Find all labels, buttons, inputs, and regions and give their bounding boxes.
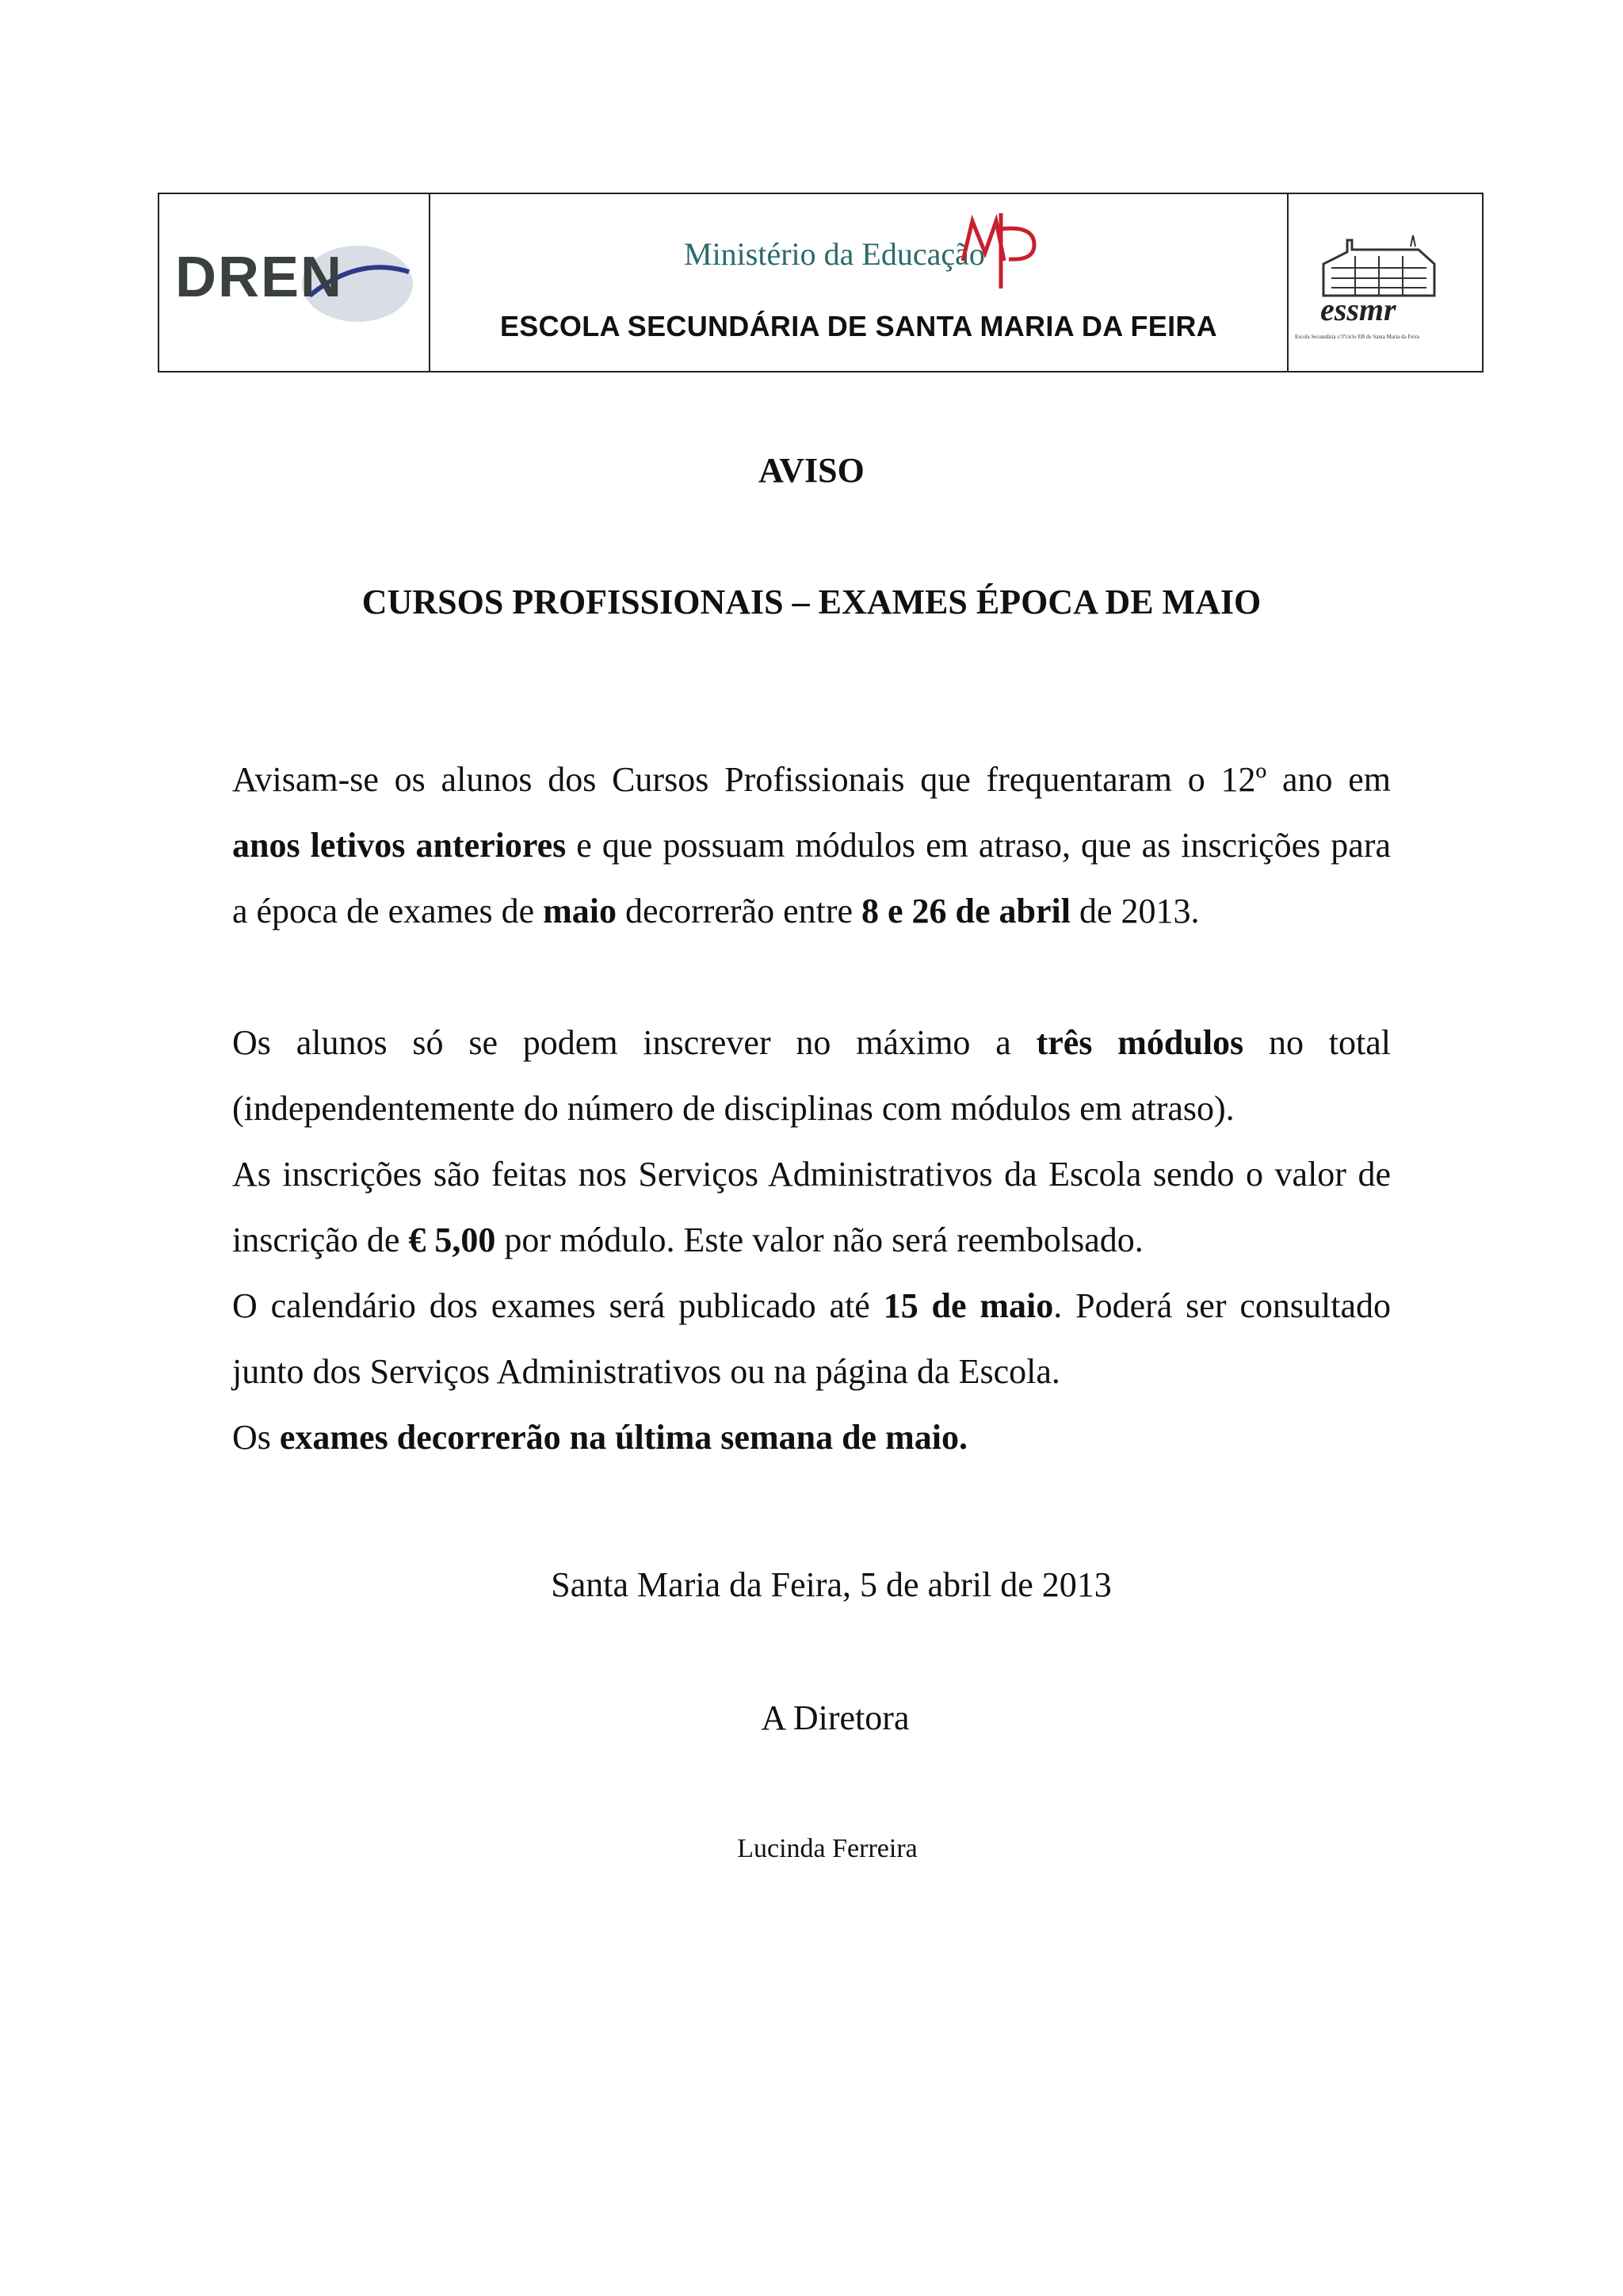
notice-subtitle: CURSOS PROFISSIONAIS – EXAMES ÉPOCA DE MAIO <box>361 583 1262 621</box>
paragraph-calendar <box>232 1273 1391 1404</box>
bold-run: três módulos <box>1036 1023 1244 1062</box>
ministry-me-logo-icon <box>955 205 1050 292</box>
text-run: por módulo. Este valor não será reembolsado. <box>495 1221 1144 1259</box>
ministry-name: Ministério da Educação <box>684 236 985 272</box>
text-run: decorrerão entre <box>617 892 862 930</box>
bold-run: anos letivos anteriores <box>232 826 567 865</box>
essmr-logo: essmr <box>1320 292 1396 327</box>
text-run: Avisam-se os alunos dos Cursos Profissionais que frequentaram o 12º ano em <box>232 760 1391 799</box>
text-run: e que possuam módulos em atraso, que as inscrições para a época de exames de <box>232 826 1392 930</box>
signatory-role: A Diretora <box>761 1698 910 1737</box>
school-name: ESCOLA SECUNDÁRIA DE SANTA MARIA DA FEIRA <box>500 310 1217 342</box>
bold-run: exames decorrerão na última semana de maio. <box>279 1418 968 1457</box>
bold-run: € 5,00 <box>408 1221 496 1259</box>
notice-date: Santa Maria da Feira, 5 de abril de 2013 <box>551 1565 1112 1604</box>
text-run: Os alunos só se podem inscrever no máximo a <box>232 1023 1037 1062</box>
paragraph-fee <box>232 1141 1391 1273</box>
paragraph-module-limit <box>232 1010 1391 1141</box>
text-run: O calendário dos exames será publicado até <box>232 1286 884 1325</box>
bold-run: 15 de maio <box>883 1286 1054 1325</box>
essmr-logo-cell <box>1289 194 1482 371</box>
paragraph-exam-week <box>232 1404 1391 1470</box>
text-run: de 2013. <box>1071 892 1200 930</box>
notice-heading: AVISO <box>758 451 865 490</box>
dren-logo: DREN <box>175 246 344 309</box>
text-run: As inscrições são feitas nos Serviços Administrativos da Escola sendo o valor de inscrição de <box>232 1155 1391 1259</box>
essmr-caption: Escola Secundária c/3ºciclo EB de Santa Maria da Feira <box>1295 334 1419 340</box>
letterhead-table <box>158 193 1484 372</box>
signatory-name: Lucinda Ferreira <box>737 1834 918 1863</box>
paragraph-enrollment-period <box>232 747 1391 944</box>
text-run: no total (independentemente do número de disciplinas com módulos em atraso). <box>232 1023 1391 1128</box>
bold-run: 8 e 26 de abril <box>861 892 1071 930</box>
bold-run: maio <box>543 892 617 930</box>
text-run: . Poderá ser consultado junto dos Serviços Administrativos ou na página da Escola. <box>232 1286 1391 1391</box>
dren-logo-cell <box>159 194 430 371</box>
ministry-cell <box>430 194 1289 371</box>
text-run: Os <box>232 1418 280 1457</box>
